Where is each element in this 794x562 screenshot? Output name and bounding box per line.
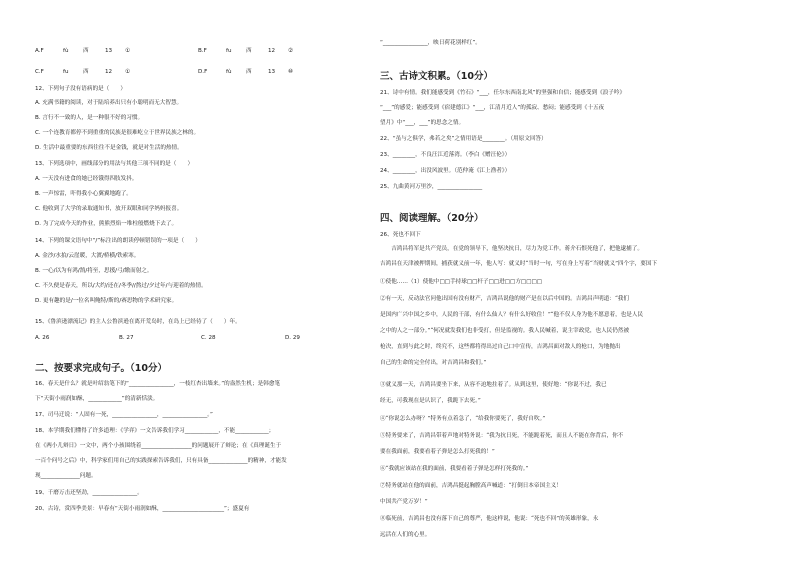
passage-line: ⑥“我就应该站在我的面前，我要看着子弹是怎样打死我的。” — [380, 466, 529, 472]
q19: 19、千磨万击还坚劲，________________。 — [35, 490, 143, 496]
q14-option: B. 一心/以为有鸿/鹄/将至，思援/弓/缴而射之。 — [35, 268, 153, 274]
passage-line: ③就义那一天，吉鸿昌要坐下来，从容不迫地拄着了。从到这里，使好地：“你说不过，我已 — [380, 382, 607, 388]
q26-title: 26、死也不回下 — [380, 232, 421, 238]
section-3-heading: 三、古诗文积累。（10分） — [380, 71, 493, 82]
q18-cont: 在《两小儿辩日》一文中，两个小孩围绕着__________________的问题展开了辩论；在《真理诞生于 — [35, 443, 282, 449]
passage-line: ⑧临死前，吉鸿昌也没有落下自己的尊严，他这样说，他说：“死也不回”的英雄形象，永 — [380, 516, 599, 522]
q13-option: C. 他收到了大学的录取通知书，放开双眼和同学妈妈报喜。 — [35, 206, 183, 212]
q14-option: D. 更有趣的是/一位名叫鲍特/斯的/赛思物的学术研究家。 — [35, 298, 178, 304]
q15-option: B. 27 — [119, 335, 134, 341]
passage-line: ①使他……（1）使他中□□手持球□□杆子□□进□□方□□□□ — [380, 279, 543, 285]
q13-stem: 13、下列选项中，画线部分的用法与其他三项不同的是（ ） — [35, 161, 194, 167]
passage-line: 是国内广兴中国之乡中，人民的干部，有什么仙人？有什么好收住！”“他不仅人身为他不愿意着，也是人民 — [380, 312, 644, 318]
q20: 20、古诗，赏四季美景：早春有“天街小雨润如酥，______________________”；盛夏有 — [35, 506, 250, 512]
q18-cont: 一百个问号之后》中，科学家们用自己的实践探索告诉我们，只有具备______________的精神，才能发 — [35, 458, 287, 464]
q18-cont: 现______________问题。 — [35, 473, 97, 479]
q21-cont: “___”的感爱；能感受到《宿建德江》“___，江清月近人”的孤寂、愁闷；能感受到《十五夜 — [380, 105, 605, 111]
q17: 17、司马迁说：“人固有一死，________________，________________。” — [35, 412, 213, 418]
q20-cont: “________________，映日荷花别样红”。 — [380, 40, 481, 46]
q12-option: B. 言行不一致的人，是一种很不好的习惯。 — [35, 115, 144, 121]
passage-line: ②有一天，反动法官问他出国有没有财产，吉鸿昌说他的财产是在以后中国的。吉鸿昌声明道：“我们 — [380, 296, 629, 302]
q21: 21、诗中有情。我们能感受到《竹石》“___，任尔东西南北风”的坚强和自信；能感受到《浪子吟》 — [380, 90, 626, 96]
option-b: B.F fu 西 12 ② — [198, 48, 294, 54]
q13-option: D. 为了完成今天的作业，熊熊烈焰一堆柱般燃烧下去了。 — [35, 221, 178, 227]
q14-option: A. 金沙/水拍/云崖暖，大渡/桥横/铁索寒。 — [35, 253, 140, 259]
q14-option: C. 不久便是春天，所以/大约/还在/冬季//熬过/夕过年/与迎着的热情。 — [35, 283, 207, 289]
passage-line: 吉鸿昌将军是共产党员，在党的领导下，他坚决抗日，尽力为党工作。蒋介石恨死他了，把他逮捕了。 — [380, 246, 643, 252]
q14-stem: 14、下列的课文语句中“/”标注出的朗读停顿错误的一项是（ ） — [35, 238, 201, 244]
q12-option: D. 生活中最重要的东西往往不是金钱，就是对生活的热情。 — [35, 145, 183, 151]
option-a: A.F fù 西 13 ① — [35, 48, 131, 54]
passage-line: 之中的人之一部分。”“何况就发我们也非受打，但是监视的。我人民喊着，说主宰政党，也人民仍然被 — [380, 328, 630, 334]
q15-option: D. 29 — [285, 335, 300, 341]
q15-stem: 15、《鲁滨逊漂流记》的主人公鲁滨逊在离开荒岛时，在岛上已经待了（ ）年。 — [35, 319, 241, 325]
q15-option: A. 26 — [35, 335, 50, 341]
q12-option: C. 一个连教育都停不到重重的民族是很难屹立于世界民族之林的。 — [35, 130, 200, 136]
q13-option: B. 一声惊雷，吓得我小心翼翼地跑了。 — [35, 191, 132, 197]
q21-cont: 望月》中“___，___”的思念之情。 — [380, 120, 465, 126]
section-4-heading: 四、阅读理解。（20分） — [380, 213, 484, 224]
passage-line: ⑤特务要来了，吉鸿昌带着声地对特务说：“我为抗日死，不能跪着死，而且人不能在你背后，你不 — [380, 433, 624, 439]
option-d: D.F fù 西 13 ⑩ — [198, 69, 294, 75]
passage-line: ⑦特务就站在他的面前，吉鸿昌挺起胸膛高声喊道：“打倒日本帝国主义！ — [380, 483, 562, 489]
q16: 16、春天是什么？就是叶绍翁笔下的“________________，一枝红杏出墙来。”的盎然生机；是韩愈笔 — [35, 381, 281, 387]
passage-line: 远活在人们的心里。 — [380, 532, 431, 538]
q18: 18、本学期我们懂得了许多道理：《学弈》一文告诉我们学习____________，不能____________； — [35, 428, 275, 434]
q24: 24、________，出没风波里。（范仲淹《江上渔者》） — [380, 168, 511, 174]
passage-line: ④“你说怎么办呀？”特务有点着急了，“给我你要死了，我好自吹。” — [380, 416, 546, 422]
section-2-heading: 二、按要求完成句子。（10分） — [35, 363, 167, 374]
q12-stem: 12、下列句子没有语病的是（ ） — [35, 86, 127, 92]
q15-option: C. 28 — [201, 335, 216, 341]
q25: 25、九曲黄河万里沙，________________ — [380, 184, 483, 190]
q12-option: A. 充满书籍的阅读，对于陆培养出只有小聪明而无大智慧。 — [35, 100, 183, 106]
option-c: C.F fu 西 12 ① — [35, 69, 131, 75]
q13-option: A. 一天没有进食的她已经饿得四肢发抖。 — [35, 176, 138, 182]
passage-line: 自己的生命的完全付出，对吉鸿昌和我们。” — [380, 360, 487, 366]
q23: 23、________，不良汪江近落湾。（李白《赠汪伦》） — [380, 152, 511, 158]
passage-line: 中国共产党万岁！” — [380, 499, 428, 505]
passage-line: 枪决，直到与此之时，终究不，这些都将得出过自己口中宣传，吉鸿昌面对敌人的枪口，为地抛出 — [380, 344, 621, 350]
q22: 22、“虽与之俱学，弗若之矣”之情用语是________。（用原文回答） — [380, 136, 547, 142]
q16-cont: 下“天街小雨润如酥，____________”的清新恬淡。 — [35, 396, 159, 402]
passage-line: 吉鸿昌在天津被押期间，捕获就义前一年，他人写：就义时“当时一句，写在身上写着“当财就义”四个字，要国下 — [380, 261, 658, 267]
passage-line: 经无，可我现在是认识了，我跪下去死。” — [380, 398, 481, 404]
passage-line: 要在我面前，我要看着子弹是怎么打死我的！” — [380, 449, 495, 455]
